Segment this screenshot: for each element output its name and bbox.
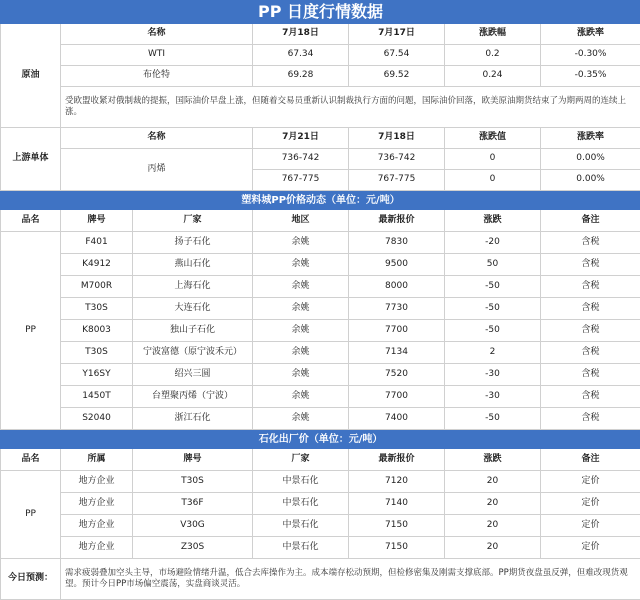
table-cell: 定价 <box>541 537 640 559</box>
table-cell: F401 <box>61 232 133 254</box>
table-cell: 7700 <box>349 386 445 408</box>
column-header: 涨跌值 <box>445 128 541 149</box>
column-header: 7月21日 <box>253 128 349 149</box>
plastic-row <box>1 254 640 276</box>
plastic-row <box>1 342 640 364</box>
table-cell: 767-775 <box>349 170 445 191</box>
plastic-row <box>1 232 640 254</box>
plastic-row <box>1 386 640 408</box>
refinery-header-row <box>1 449 640 471</box>
table-cell: 上海石化 <box>133 276 253 298</box>
column-header: 地区 <box>253 210 349 232</box>
table-cell: K4912 <box>61 254 133 276</box>
table-cell: 余姚 <box>253 254 349 276</box>
column-header: 所属 <box>61 449 133 471</box>
table-cell: 地方企业 <box>61 471 133 493</box>
forecast-label: 今日预测： <box>1 559 61 600</box>
table-cell: 20 <box>445 515 541 537</box>
column-header: 牌号 <box>61 210 133 232</box>
table-cell: M700R <box>61 276 133 298</box>
table-cell: 含税 <box>541 276 640 298</box>
table-cell: 地方企业 <box>61 515 133 537</box>
table-cell: 中景石化 <box>253 493 349 515</box>
table-cell: -0.35% <box>541 66 640 87</box>
plastic-row <box>1 364 640 386</box>
table-cell: -50 <box>445 298 541 320</box>
table-cell: 余姚 <box>253 298 349 320</box>
crude-header-row <box>1 24 640 45</box>
column-header: 涨跌 <box>445 449 541 471</box>
column-header: 名称 <box>61 24 253 45</box>
table-cell: 7400 <box>349 408 445 430</box>
table-cell: 中景石化 <box>253 515 349 537</box>
table-cell: 7520 <box>349 364 445 386</box>
page-title: PP 日度行情数据 <box>1 1 640 24</box>
column-header: 涨跌幅 <box>445 24 541 45</box>
upstream-label: 上游单体 <box>1 128 61 191</box>
band-row <box>1 191 640 210</box>
table-cell: 含税 <box>541 364 640 386</box>
table-cell: 0.00% <box>541 170 640 191</box>
column-header: 备注 <box>541 210 640 232</box>
refinery-row <box>1 493 640 515</box>
table-cell: T36F <box>133 493 253 515</box>
table-cell: 7700 <box>349 320 445 342</box>
table-cell: -0.30% <box>541 45 640 66</box>
table-cell: V30G <box>133 515 253 537</box>
table-cell: 余姚 <box>253 386 349 408</box>
table-cell: 0.24 <box>445 66 541 87</box>
table-cell: 扬子石化 <box>133 232 253 254</box>
table-cell: T30S <box>61 298 133 320</box>
table-cell: 7730 <box>349 298 445 320</box>
crude-row <box>1 45 640 66</box>
section-band: 塑料城PP价格动态（单位：元/吨） <box>1 191 640 210</box>
table-cell: 余姚 <box>253 342 349 364</box>
table-cell: 大连石化 <box>133 298 253 320</box>
table-cell: 1450T <box>61 386 133 408</box>
table-cell: -50 <box>445 408 541 430</box>
table-cell: 7120 <box>349 471 445 493</box>
table-cell: 定价 <box>541 471 640 493</box>
table-cell: 69.28 <box>253 66 349 87</box>
table-cell: Y16SY <box>61 364 133 386</box>
table-cell: 绍兴三圆 <box>133 364 253 386</box>
table-cell: 0 <box>445 149 541 170</box>
product-name: PP <box>1 232 61 430</box>
table-cell: 9500 <box>349 254 445 276</box>
forecast-text: 需求疲弱叠加空头主导，市场避险情绪升温，低合去库操作为主。成本端存松动预期，但检修密集及刚需支撑底部。PP期货夜盘虽反弹，但难改现货观望。预计今日PP市场偏空震荡，实盘商谈灵活。 <box>61 559 640 600</box>
table-cell: 7150 <box>349 515 445 537</box>
plastic-header-row <box>1 210 640 232</box>
table-cell: 宁波富德（原宁波禾元） <box>133 342 253 364</box>
table-cell: 余姚 <box>253 408 349 430</box>
table-cell: 7134 <box>349 342 445 364</box>
column-header: 7月18日 <box>349 128 445 149</box>
table-cell: 7830 <box>349 232 445 254</box>
table-cell: 20 <box>445 537 541 559</box>
table-cell: 736-742 <box>349 149 445 170</box>
table-cell: 69.52 <box>349 66 445 87</box>
table-cell: T30S <box>61 342 133 364</box>
table-cell: 台塑聚丙烯（宁波） <box>133 386 253 408</box>
crude-label: 原油 <box>1 24 61 128</box>
table-cell: -20 <box>445 232 541 254</box>
table-cell: 地方企业 <box>61 537 133 559</box>
table-cell: 布伦特 <box>61 66 253 87</box>
table-cell: K8003 <box>61 320 133 342</box>
column-header: 最新报价 <box>349 449 445 471</box>
table-cell: WTI <box>61 45 253 66</box>
table-cell: 定价 <box>541 493 640 515</box>
plastic-row <box>1 298 640 320</box>
table-cell: 含税 <box>541 408 640 430</box>
upstream-header-row <box>1 128 640 149</box>
table-cell: 67.54 <box>349 45 445 66</box>
column-header: 7月17日 <box>349 24 445 45</box>
table-cell: 0.00% <box>541 149 640 170</box>
table-cell: -30 <box>445 364 541 386</box>
table-cell: T30S <box>133 471 253 493</box>
table-cell: 67.34 <box>253 45 349 66</box>
upstream-row <box>1 149 640 170</box>
section-band: 石化出厂价（单位：元/吨） <box>1 430 640 449</box>
table-cell: 2 <box>445 342 541 364</box>
table-cell: Z30S <box>133 537 253 559</box>
table-cell: 地方企业 <box>61 493 133 515</box>
refinery-row <box>1 515 640 537</box>
table-cell: -30 <box>445 386 541 408</box>
upstream-name: 丙烯 <box>61 149 253 191</box>
column-header: 备注 <box>541 449 640 471</box>
table-cell: 余姚 <box>253 276 349 298</box>
table-cell: 中景石化 <box>253 471 349 493</box>
table-cell: 7150 <box>349 537 445 559</box>
column-header: 品名 <box>1 449 61 471</box>
column-header: 涨跌 <box>445 210 541 232</box>
column-header: 品名 <box>1 210 61 232</box>
column-header: 牌号 <box>133 449 253 471</box>
column-header: 最新报价 <box>349 210 445 232</box>
table-cell: 0 <box>445 170 541 191</box>
table-cell: 7140 <box>349 493 445 515</box>
band-row <box>1 430 640 449</box>
table-cell: 0.2 <box>445 45 541 66</box>
table-cell: 余姚 <box>253 232 349 254</box>
table-cell: -50 <box>445 320 541 342</box>
table-cell: 余姚 <box>253 320 349 342</box>
table-cell: 50 <box>445 254 541 276</box>
column-header: 厂家 <box>253 449 349 471</box>
crude-note-row <box>1 87 640 128</box>
table-cell: 独山子石化 <box>133 320 253 342</box>
table-cell: -50 <box>445 276 541 298</box>
column-header: 名称 <box>61 128 253 149</box>
table-cell: 20 <box>445 471 541 493</box>
plastic-row <box>1 320 640 342</box>
table-cell: 定价 <box>541 515 640 537</box>
table-cell: 含税 <box>541 232 640 254</box>
column-header: 7月18日 <box>253 24 349 45</box>
table-cell: 中景石化 <box>253 537 349 559</box>
table-cell: 燕山石化 <box>133 254 253 276</box>
crude-row <box>1 66 640 87</box>
table-cell: 含税 <box>541 342 640 364</box>
table-cell: 余姚 <box>253 364 349 386</box>
table-cell: 736-742 <box>253 149 349 170</box>
table-cell: 含税 <box>541 386 640 408</box>
refinery-row <box>1 537 640 559</box>
column-header: 厂家 <box>133 210 253 232</box>
forecast-row <box>1 559 640 600</box>
table-cell: 含税 <box>541 298 640 320</box>
column-header: 涨跌率 <box>541 24 640 45</box>
crude-note: 受欧盟收紧对俄制裁的提振，国际油价早盘上涨，但随着交易员重新认识制裁执行方面的问题，国际油价回落，欧美原油期货结束了为期两周的连续上涨。 <box>61 87 640 128</box>
plastic-row <box>1 276 640 298</box>
table-cell: 767-775 <box>253 170 349 191</box>
table-cell: 浙江石化 <box>133 408 253 430</box>
table-cell: 20 <box>445 493 541 515</box>
table-cell: 含税 <box>541 320 640 342</box>
refinery-row <box>1 471 640 493</box>
plastic-row <box>1 408 640 430</box>
table-cell: 8000 <box>349 276 445 298</box>
table-cell: S2040 <box>61 408 133 430</box>
product-name: PP <box>1 471 61 559</box>
column-header: 涨跌率 <box>541 128 640 149</box>
table-cell: 含税 <box>541 254 640 276</box>
